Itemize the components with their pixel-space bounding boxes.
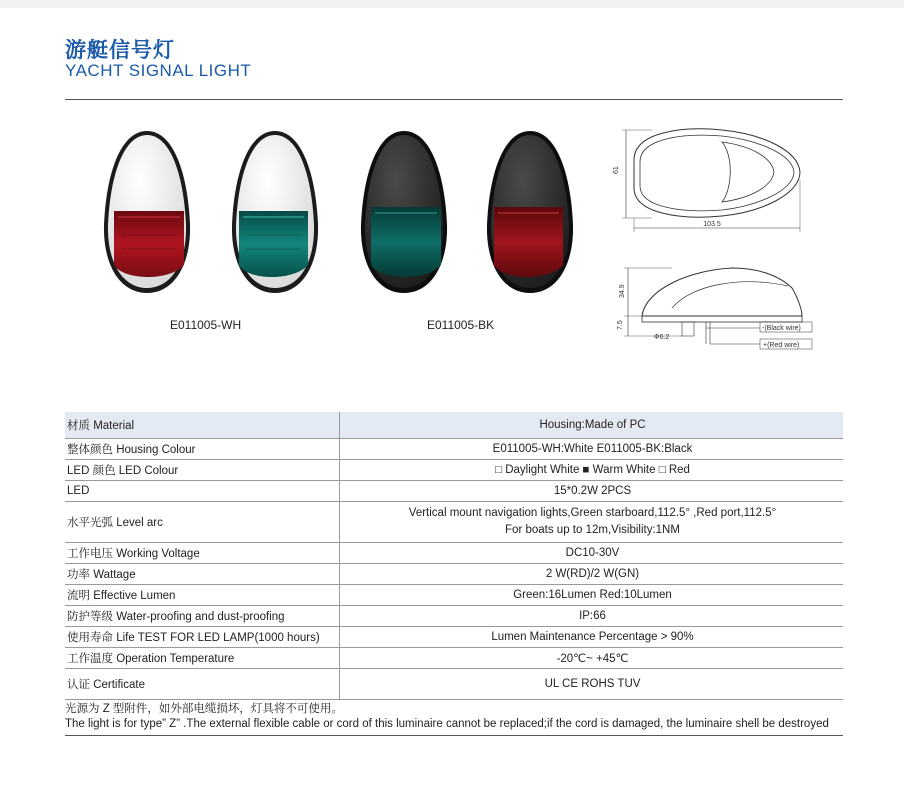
product-image-wh-red: [100, 125, 195, 300]
table-row: [65, 585, 843, 606]
table-row: [65, 564, 843, 585]
spec-value-line-2: For boats up to 12m,Visibility:1NM: [505, 524, 680, 536]
spec-key: 流明 Effective Lumen: [65, 585, 340, 606]
product-code-bk: E011005-BK: [427, 318, 495, 332]
spec-value: Green:16Lumen Red:10Lumen: [340, 585, 844, 606]
spec-value: Lumen Maintenance Percentage > 90%: [340, 627, 844, 648]
dim-side-height: 34.9: [619, 284, 626, 298]
spec-value: [340, 502, 844, 543]
product-image-bk-red: [483, 125, 578, 300]
spec-value: 2 W(RD)/2 W(GN): [340, 564, 844, 585]
spec-value: E011005-WH:White E011005-BK:Black: [340, 439, 844, 460]
spec-key: 防护等级 Water-proofing and dust-proofing: [65, 606, 340, 627]
spec-value: 15*0.2W 2PCS: [340, 481, 844, 502]
wire-red-label: +(Red wire): [763, 342, 800, 349]
table-row: [65, 648, 843, 669]
product-code-wh: E011005-WH: [170, 318, 242, 332]
spec-value-line-1: Vertical mount navigation lights,Green starboard,112.5° ,Red port,112.5°: [408, 507, 777, 519]
note-divider: [65, 735, 843, 736]
table-row: [65, 543, 843, 564]
product-image-bk-green: [357, 125, 452, 300]
spec-key: 工作电压 Working Voltage: [65, 543, 340, 564]
spec-key: 整体颜色 Housing Colour: [65, 439, 340, 460]
dim-base: 7.5: [617, 320, 624, 330]
spec-value: □ Daylight White ■ Warm White □ Red: [340, 460, 844, 481]
spec-value: DC10-30V: [340, 543, 844, 564]
table-row-material: [65, 412, 843, 439]
spec-key: 材质 Material: [65, 412, 340, 439]
spec-key: 功率 Wattage: [65, 564, 340, 585]
spec-key: 认证 Certificate: [65, 669, 340, 700]
note-cn: 光源为 Z 型附件，如外部电缆损坏，灯具将不可使用。: [65, 703, 343, 715]
dimension-drawing-top: [612, 120, 812, 235]
table-row: [65, 502, 843, 543]
spec-value: -20℃~ +45℃: [340, 648, 844, 669]
table-row: [65, 669, 843, 700]
dim-cable: Φ6.2: [654, 334, 670, 341]
spec-key: LED 颜色 LED Colour: [65, 460, 340, 481]
page-title-cn: 游艇信号灯: [65, 39, 175, 62]
table-row: [65, 439, 843, 460]
spec-key: 工作温度 Operation Temperature: [65, 648, 340, 669]
table-row: [65, 627, 843, 648]
dim-width: 103.5: [703, 221, 721, 228]
dim-height: 61: [613, 166, 620, 174]
spec-key: 水平光弧 Level arc: [65, 502, 340, 543]
page-title-en: YACHT SIGNAL LIGHT: [65, 61, 252, 80]
top-bar: [0, 0, 904, 8]
spec-table: [65, 412, 843, 700]
spec-value: Housing:Made of PC: [340, 412, 844, 439]
note-en: The light is for type” Z” .The external flexible cable or cord of this luminaire cannot be replaced;if the cord is damaged, the luminaire shell be destroyed: [65, 718, 829, 730]
table-row: [65, 606, 843, 627]
product-image-wh-green: [228, 125, 323, 300]
title-divider: [65, 99, 843, 100]
spec-key: LED: [65, 481, 340, 502]
wire-black-label: -(Black wire): [762, 325, 801, 332]
spec-value: UL CE ROHS TUV: [340, 669, 844, 700]
spec-key: 使用寿命 Life TEST FOR LED LAMP(1000 hours): [65, 627, 340, 648]
table-row: [65, 460, 843, 481]
table-row: [65, 481, 843, 502]
dimension-drawing-side: [612, 258, 842, 358]
spec-value: IP:66: [340, 606, 844, 627]
